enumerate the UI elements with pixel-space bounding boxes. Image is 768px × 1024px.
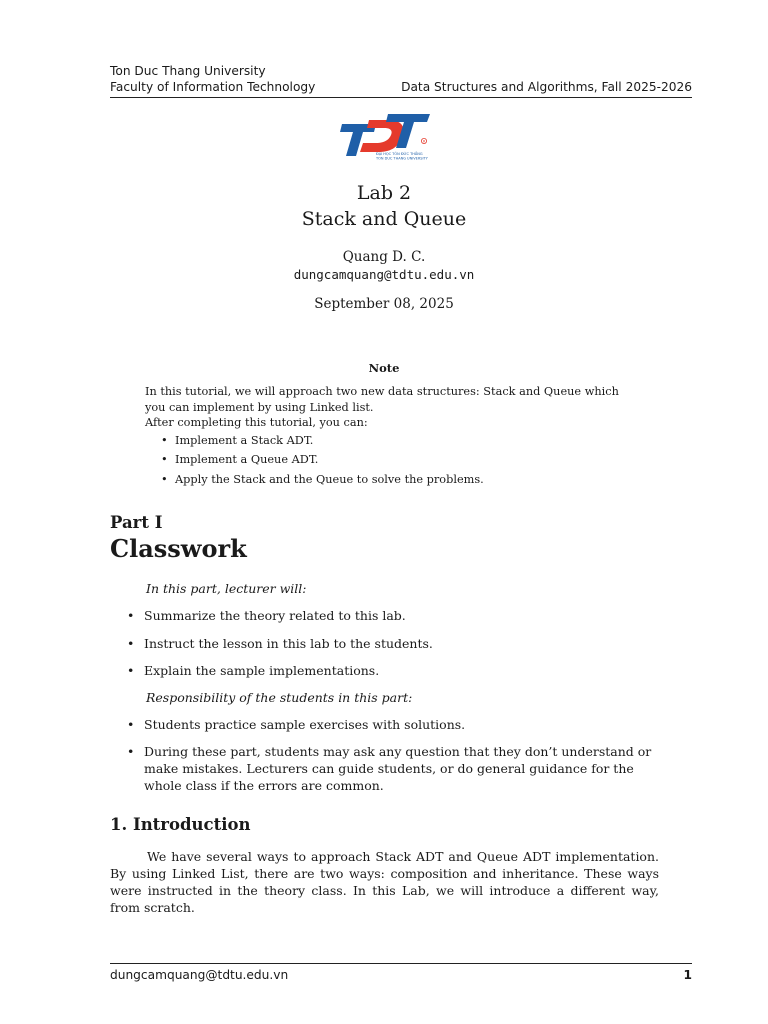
page-number: 1 [683, 968, 692, 982]
running-footer [110, 967, 692, 983]
list-item: • Apply the Stack and the Queue to solve the problems. [145, 470, 625, 490]
header-faculty: Faculty of Information Technology [110, 80, 316, 94]
lab-subtitle: Stack and Queue [301, 208, 467, 230]
students-intro: Responsibility of the students in this part: [146, 690, 413, 705]
svg-text:R: R [422, 139, 426, 144]
logo-line1: ĐẠI HỌC TÔN ĐỨC THẮNG [376, 152, 423, 156]
author-email: dungcamquang@tdtu.edu.vn [293, 267, 475, 282]
header-rule [110, 97, 692, 98]
tdtu-logo [336, 110, 432, 162]
intro-paragraph: We have several ways to approach Stack ADT and Queue ADT implementation. By using Linked List, there are two ways: composition and inheritance. These ways were instructed in the theory class. In this Lab, we will introduce a different way, from scratch. [110, 849, 659, 915]
list-item: • During these part, students may ask any question that they don’t understand or make mistakes. Lecturers can guide students, or do general guidance for the whole class if the errors are common. [110, 743, 660, 794]
running-header [110, 63, 692, 95]
lab-title: Lab 2 [356, 182, 412, 204]
list-item: • Implement a Stack ADT. [145, 431, 625, 451]
part-title: Classwork [110, 534, 247, 563]
footer-rule [110, 963, 692, 964]
header-university: Ton Duc Thang University [110, 64, 266, 78]
section-heading: 1. Introduction [110, 815, 251, 834]
note-list [145, 431, 625, 490]
student-list [110, 716, 660, 804]
document-date: September 08, 2025 [314, 296, 454, 312]
list-item: • Summarize the theory related to this lab. [110, 607, 660, 635]
footer-email: dungcamquang@tdtu.edu.vn [110, 968, 289, 982]
header-course: Data Structures and Algorithms, Fall 2025-2026 [401, 80, 692, 94]
note-line: After completing this tutorial, you can: [145, 416, 368, 429]
lecturer-intro: In this part, lecturer will: [146, 581, 307, 596]
list-item: • Explain the sample implementations. [110, 662, 660, 690]
list-item: • Implement a Queue ADT. [145, 450, 625, 470]
part-label: Part I [110, 513, 163, 532]
note-line: In this tutorial, we will approach two new data structures: Stack and Queue which [145, 385, 619, 398]
note-heading: Note [368, 361, 400, 375]
logo-line2: TON DUC THANG UNIVERSITY [376, 156, 428, 161]
header-row [110, 79, 692, 95]
note-body [145, 384, 625, 489]
list-item: • Students practice sample exercises with solutions. [110, 716, 660, 733]
lecturer-list [110, 607, 660, 690]
list-item: • Instruct the lesson in this lab to the students. [110, 635, 660, 663]
author-name: Quang D. C. [342, 249, 426, 265]
note-line: you can implement by using Linked list. [145, 400, 374, 414]
